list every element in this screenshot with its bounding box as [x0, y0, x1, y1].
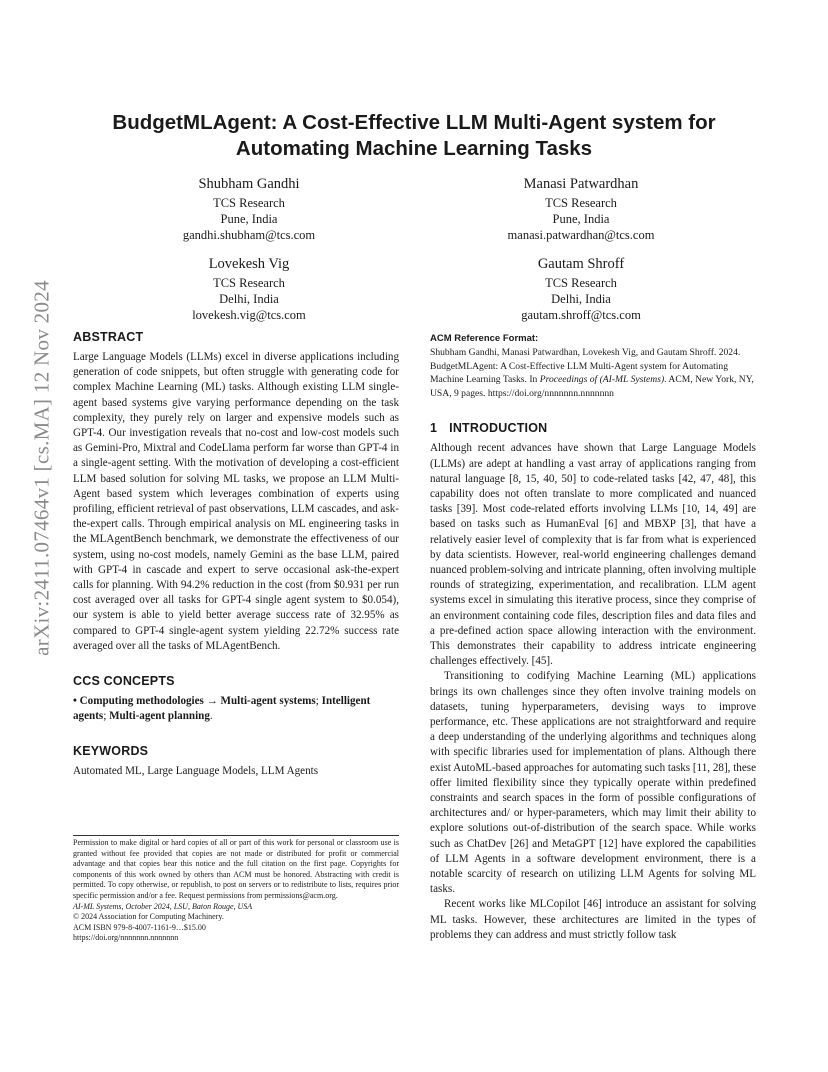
acm-reference-proceedings: Proceedings of (AI-ML Systems) — [539, 374, 665, 386]
author-location: Delhi, India — [551, 292, 611, 306]
author-location: Delhi, India — [219, 292, 279, 306]
author-organization: TCS Research — [213, 196, 285, 210]
acm-reference-heading: ACM Reference Format: — [430, 333, 539, 344]
intro-paragraph: Although recent advances have shown that Large Language Models (LLMs) are adept at handling a vast array of applications ranging from natural language [8, 15, 40, 50] to code-related tasks [42, 47, 48], this capability does not often translate to more complicated and nuanced tasks [39]. Most code-related efforts involving LLMs [10, 14, 49] are based on tasks such as HumanEval [6] and MBXP [3], that have a relatively easier level of complexity that is far from what is experienced by data scientists. However, real-world engineering challenges demand nuanced problem-solving and intricate planning, often involving multiple rounds of strategizing, experimentation, and recalibration. LLM agent systems excel in simulating this iterative process, since they comprise of an environment containing code files, description files and data files and a pre-defined action space allowing interaction with the environment. This demonstrates their capability to address intricate engineering challenges effectively. [45]. — [430, 442, 756, 668]
author-block — [466, 174, 696, 243]
arxiv-identifier-stamp: arXiv:2411.07464v1 [cs.MA] 12 Nov 2024 — [29, 280, 54, 656]
author-organization: TCS Research — [545, 196, 617, 210]
author-name: Lovekesh Vig — [208, 256, 290, 272]
author-organization: TCS Research — [545, 276, 617, 290]
author-email[interactable]: manasi.patwardhan@tcs.com — [507, 228, 655, 242]
copyright-line: © 2024 Association for Computing Machinery. — [73, 912, 224, 922]
ccs-concepts-heading: CCS CONCEPTS — [73, 674, 175, 689]
ccs-bullet: • — [73, 695, 77, 708]
paper-title — [80, 110, 748, 162]
author-location: Pune, India — [220, 212, 278, 226]
section-title: INTRODUCTION — [449, 421, 548, 436]
ccs-part: Intelligent agents — [73, 695, 371, 723]
section-number: 1 — [430, 421, 438, 436]
ccs-separator: ; — [103, 710, 107, 723]
isbn-line: ACM ISBN 979-8-4007-1161-9…$15.00 — [73, 922, 206, 932]
title-line-1: BudgetMLAgent: A Cost-Effective LLM Multi-Agent system for — [112, 111, 716, 134]
author-block — [134, 174, 364, 243]
author-email[interactable]: gautam.shroff@tcs.com — [521, 308, 641, 322]
acm-reference-text — [430, 346, 756, 400]
permission-notice: Permission to make digital or hard copies of all or part of this work for personal or classroom use is granted without fee provided that copies are not made or distributed for profit or commercial advantage and that copies bear this notice and the full citation on the first page. Copyrights for components of this work owned by others than ACM must be honored. Abstracting with credit is permitted. To copy otherwise, or republish, to post on servers or to redistribute to lists, requires prior specific permission and/or a fee. Request permissions from permissions@acm.org. — [73, 838, 399, 900]
author-name: Gautam Shroff — [537, 256, 625, 272]
author-organization: TCS Research — [213, 276, 285, 290]
footnote-block — [73, 838, 399, 944]
ccs-end: . — [209, 710, 213, 723]
ccs-part: Computing methodologies — [79, 695, 204, 708]
introduction-heading — [430, 421, 756, 435]
venue-line: AI-ML Systems, October 2024, LSU, Baton Rouge, USA — [73, 901, 253, 911]
abstract-text: Large Language Models (LLMs) excel in diverse applications including generation of code snippets, but often struggle with generating code for complex Machine Learning (ML) tasks. Although existing LLM single-agent based systems give varying performance depending on the task complexity, they purely rely on larger and expensive models such as GPT-4. Our investigation reveals that no-cost and low-cost models such as Gemini-Pro, Mixtral and CodeLlama perform far worse than GPT-4 in a single-agent setting. With the motivation of developing a cost-efficient LLM based solution for solving ML tasks, we propose an LLM Multi-Agent based system which leverages combination of experts using profiling, efficient retrieval of past observations, LLM cascades, and ask-the-expert calls. Through empirical analysis on ML engineering tasks in the MLAgentBench benchmark, we demonstrate the effectiveness of our system, using no-cost models, namely Gemini as the base LLM, paired with GPT-4 in cascade and expert to serve occasional ask-the-expert calls for planning. With 94.2% reduction in the cost (from $0.931 per run cost averaged over all tasks for GPT-4 single agent system to $0.054), our system is able to yield better average success rate of 32.95% as compared to GPT-4 single-agent system yielding 22.72% success rate averaged over all the tasks of MLAgentBench. — [73, 351, 399, 652]
author-location: Pune, India — [552, 212, 610, 226]
intro-paragraph: Transitioning to codifying Machine Learning (ML) applications brings its own challenges since they often involve training models on datasets, tuning hyperparameters, devising ways to improve performance, etc. These applications are not straightforward and require a deep understanding of the underlying algorithms and techniques along with specific libraries used for implementation of plans. Although there exist AutoML-based approaches for automating such tasks [11, 28], these offer limited flexibility since they typically operate within predefined constraints and search spaces in the form of possible configurations of architectures and/ or hyper-parameters, which may limit their ability to explore solutions out-of-distribution of the search space. While works such as ChatDev [26] and MetaGPT [12] have explored the capabilities of LLM Agents in a software development environment, there is a notable scarcity of research on utilizing LLM Agents for solving ML tasks. — [430, 670, 756, 896]
abstract-heading: ABSTRACT — [73, 330, 144, 344]
ccs-concepts-text — [73, 694, 399, 724]
keywords-text: Automated ML, Large Language Models, LLM Agents — [73, 765, 319, 778]
acm-reference-tail: . ACM, New York, NY, USA, 9 pages. https://doi.org/nnnnnnn.nnnnnnn — [430, 374, 754, 399]
ccs-separator: ; — [315, 695, 319, 708]
author-name: Shubham Gandhi — [198, 176, 300, 192]
ccs-part: Multi-agent planning — [109, 710, 210, 723]
author-email[interactable]: lovekesh.vig@tcs.com — [192, 308, 306, 322]
right-column — [430, 333, 756, 943]
doi-link[interactable]: https://doi.org/nnnnnnn.nnnnnnn — [73, 933, 179, 943]
author-block — [134, 254, 364, 323]
ccs-arrow: → — [206, 695, 218, 708]
author-block — [466, 254, 696, 323]
author-name: Manasi Patwardhan — [523, 176, 639, 192]
keywords-heading: KEYWORDS — [73, 744, 149, 759]
intro-paragraph: Recent works like MLCopilot [46] introduce an assistant for solving ML tasks. However, these architectures are limited in the types of problems they can address and must strictly follow task — [430, 898, 756, 941]
left-column — [73, 330, 399, 780]
author-email[interactable]: gandhi.shubham@tcs.com — [182, 228, 316, 242]
title-line-2: Automating Machine Learning Tasks — [235, 137, 593, 160]
footnote-divider — [73, 835, 399, 836]
acm-reference-body: Shubham Gandhi, Manasi Patwardhan, Lovekesh Vig, and Gautam Shroff. 2024. BudgetMLAgent: A Cost-Effective LLM Multi-Agent system for Automating Machine Learning Tasks. In — [430, 347, 741, 386]
ccs-part: Multi-agent systems — [220, 695, 316, 708]
